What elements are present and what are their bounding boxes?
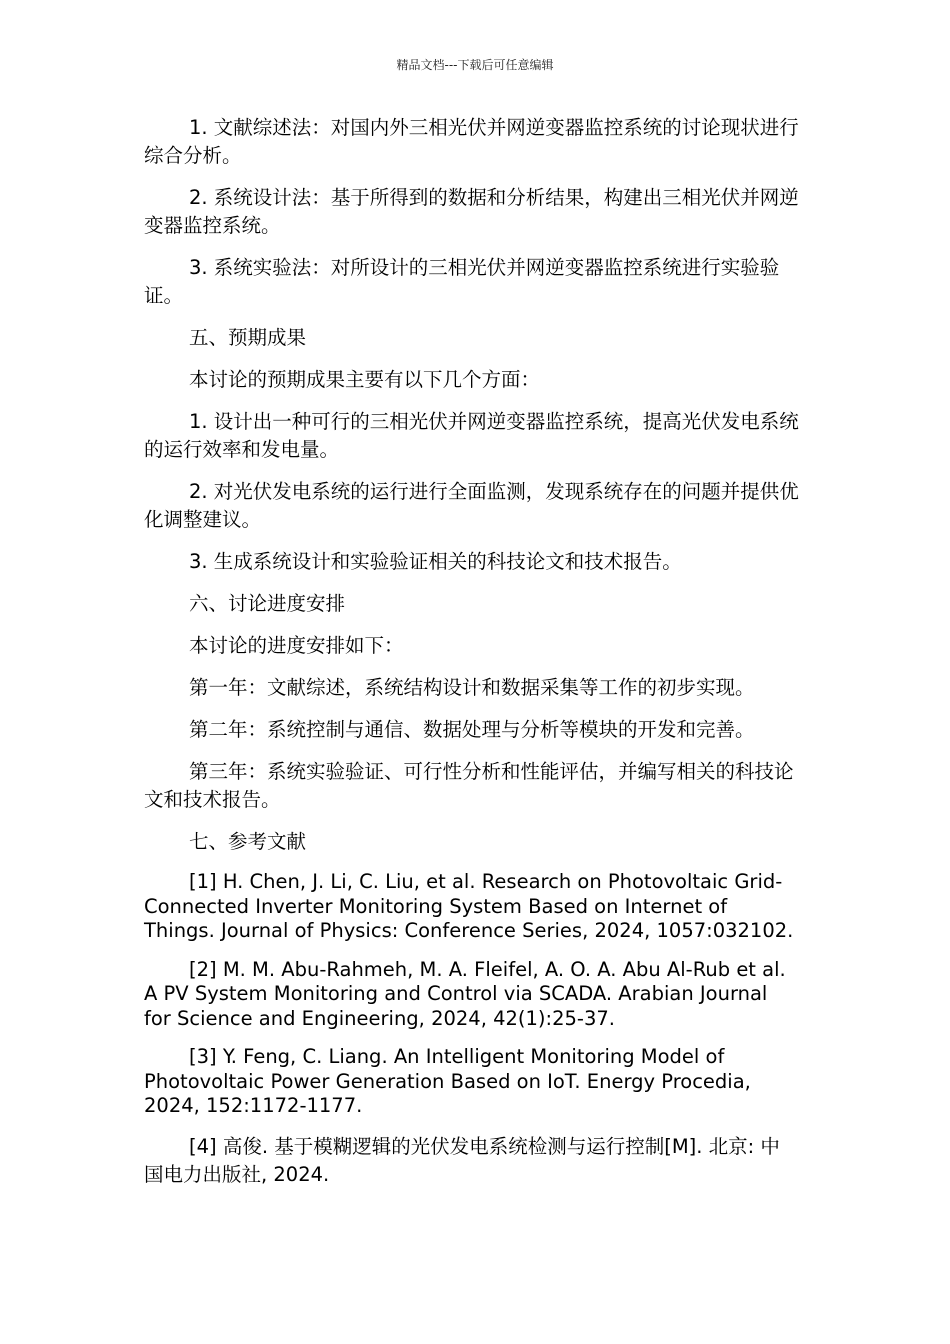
schedule-item: 第二年：系统控制与通信、数据处理与分析等模块的开发和完善。 — [189, 718, 755, 741]
method-item: 3. 系统实验法：对所设计的三相光伏并网逆变器监控系统进行实验验证。 — [144, 256, 780, 307]
section-6-heading: 六、讨论进度安排 — [189, 592, 346, 615]
expected-result-item: 3. 生成系统设计和实验验证相关的科技论文和技术报告。 — [189, 550, 682, 573]
schedule-item: 第一年：文献综述，系统结构设计和数据采集等工作的初步实现。 — [189, 676, 755, 699]
expected-result-item: 1. 设计出一种可行的三相光伏并网逆变器监控系统，提高光伏发电系统的运行效率和发电量。 — [144, 410, 799, 461]
reference-item: [4] 高俊. 基于模糊逻辑的光伏发电系统检测与运行控制[M]. 北京: 中国电力出版社, 2024. — [144, 1134, 780, 1186]
reference-item: [1] H. Chen, J. Li, C. Liu, et al. Research on Photovoltaic Grid-Connected Inverter Monitoring System Based on Internet of Things. Journal of Physics: Conference Series, 2024, 1057:032102. — [144, 870, 794, 942]
method-item: 2. 系统设计法：基于所得到的数据和分析结果，构建出三相光伏并网逆变器监控系统。 — [144, 186, 799, 237]
page-header: 精品文档---下载后可任意编辑 — [396, 58, 554, 72]
expected-result-item: 2. 对光伏发电系统的运行进行全面监测，发现系统存在的问题并提供优化调整建议。 — [144, 480, 799, 531]
method-item: 1. 文献综述法：对国内外三相光伏并网逆变器监控系统的讨论现状进行综合分析。 — [144, 116, 799, 167]
reference-item: [2] M. M. Abu-Rahmeh, M. A. Fleifel, A. O. A. Abu Al-Rub et al. A PV System Monitoring and Control via SCADA. Arabian Journal for Science and Engineering, 2024, 42(1):25-37. — [144, 957, 786, 1030]
section-6-intro: 本讨论的进度安排如下： — [189, 634, 404, 657]
section-5-heading: 五、预期成果 — [189, 326, 307, 349]
document-body — [144, 114, 799, 1203]
section-5-intro: 本讨论的预期成果主要有以下几个方面： — [189, 368, 541, 391]
section-7-heading: 七、参考文献 — [189, 830, 307, 853]
schedule-item: 第三年：系统实验验证、可行性分析和性能评估，并编写相关的科技论文和技术报告。 — [144, 760, 794, 811]
reference-item: [3] Y. Feng, C. Liang. An Intelligent Monitoring Model of Photovoltaic Power Generation Based on IoT. Energy Procedia, 2024, 152:1172-1177. — [144, 1045, 751, 1117]
